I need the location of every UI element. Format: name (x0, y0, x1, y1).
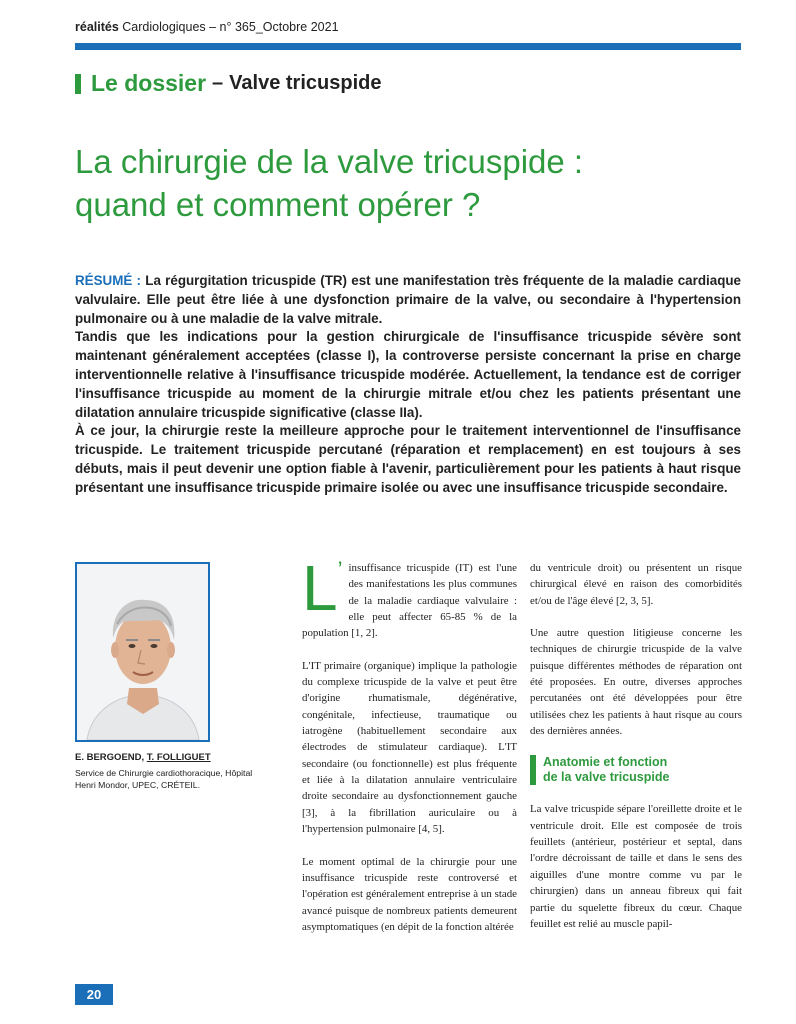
author-names (75, 752, 211, 763)
body-paragraph-1-text: insuffisance tricuspide (IT) est l'une des manifestations les plus communes de la maladie cardiaque valvulaire : elle peut affecter 65-85 % de la population [1, 2]. (302, 562, 517, 640)
abstract-label: RÉSUMÉ : (75, 273, 142, 288)
section-marker (75, 74, 81, 94)
journal-issue: Cardiologiques – n° 365_Octobre 2021 (122, 20, 339, 34)
drop-cap-apostrophe: ’ (337, 557, 343, 582)
author-affiliation: Service de Chirurgie cardiothoracique, Hôpital Henri Mondor, UPEC, CRÉTEIL. (75, 768, 253, 790)
section-name: Le dossier (91, 70, 207, 96)
subsection-title (543, 755, 669, 785)
drop-cap (302, 552, 343, 624)
subsection-heading (530, 755, 742, 785)
section-heading (75, 70, 381, 97)
journal-header (75, 20, 339, 34)
abstract-paragraph-1 (75, 272, 741, 328)
title-line-2: quand et comment opérer ? (75, 186, 481, 223)
subsection-title-line-1: Anatomie et fonction (543, 755, 668, 770)
author-name-2: T. FOLLIGUET (146, 752, 211, 763)
abstract-paragraph-3: À ce jour, la chirurgie reste la meilleure approche pour le traitement interventionnel de l'insuffisance tricuspide. Le traitement tricuspide percutané (réparation et remplacement) en est toujours à ses débuts, mais il peut devenir une option fiable à l'avenir, particulièrement pour les patients à haut risque présentant une insuffisance tricuspide primaire isolée ou avec une insuffisance tricuspide secondaire. (75, 423, 741, 495)
drop-cap-letter: L (302, 552, 338, 624)
section-topic: Valve tricuspide (229, 72, 382, 94)
section-separator: – (212, 72, 224, 94)
journal-name: réalités (75, 20, 119, 34)
subsection-title-line-2: de la valve tricuspide (543, 770, 670, 785)
body-column-right (530, 560, 742, 948)
body-paragraph-2: L'IT primaire (organique) implique la pathologie du complexe tricuspide de la valve et peut être d'origine rhumatismale, dégénérative, congénitale, infectieuse, traumatique ou iatrogène (habituellement secondaire aux électrodes de stimulateur cardiaque). L'IT secondaire (ou fonctionnelle) est plus fréquente et liée à la dilatation annulaire ventriculaire droite secondaire au dysfonctionnement gauche [3], à la fibrillation auriculaire ou à l'hypertension pulmonaire [4, 5]. (302, 659, 517, 836)
author-name-1: E. BERGOEND, (75, 752, 145, 763)
author-portrait (77, 564, 208, 740)
author-photo (75, 562, 210, 742)
article-title (75, 140, 735, 226)
body-paragraph-1 (302, 552, 517, 642)
subsection-marker (530, 755, 536, 785)
abstract-paragraph-2: Tandis que les indications pour la gestion chirurgicale de l'insuffisance tricuspide sévère sont maintenant généralement acceptées (classe I), la controverse persiste concernant la prise en charge interventionnelle relative à l'insuffisance tricuspide modérée. Actuellement, la tendance est de corriger l'insuffisance tricuspide au moment de la chirurgie mitrale et/ou chez les patients présentant une dilatation annulaire tricuspide significative (classe IIa). (75, 329, 741, 420)
abstract (75, 272, 741, 498)
body-paragraph-5: Une autre question litigieuse concerne les techniques de chirurgie tricuspide de la valve puisque différentes méthodes de réparation ont été proposées. En outre, diverses approches percutanées ont été développées pour être utilisées chez les patients à haut risque au cours des dernières années. (530, 627, 742, 738)
body-paragraph-6: La valve tricuspide sépare l'oreillette droite et le ventricule droit. Elle est composée de trois feuillets (antérieur, postérieur et septal, dans l'ordre décroissant de taille et dans le sens des aiguilles d'une montre comme vu par le chirurgien) dans un anneau fibreux qui fait partie du squelette fibreux du cœur. Chaque feuillet est relié au muscle papil- (530, 803, 742, 930)
top-rule (75, 43, 741, 50)
body-paragraph-3: Le moment optimal de la chirurgie pour une insuffisance tricuspide reste controversé et l'opération est généralement entreprise à un stade avancé puisque de nombreux patients demeurent asymptomatiques (en dépit de la fonction altérée (302, 855, 517, 933)
title-line-1: La chirurgie de la valve tricuspide : (75, 143, 584, 180)
abstract-text-1: La régurgitation tricuspide (TR) est une manifestation très fréquente de la maladie cardiaque valvulaire. Elle peut être liée à une dysfonction primaire de la valve, ou secondaire à l'hypertension pulmonaire ou à une maladie de la valve mitrale. (75, 273, 741, 326)
body-paragraph-4: du ventricule droit) ou présentent un risque chirurgical élevé en raison des comorbidités et/ou de l'âge élevé [2, 3, 5]. (530, 562, 742, 607)
page-number: 20 (75, 984, 113, 1005)
body-column-middle (302, 552, 517, 951)
